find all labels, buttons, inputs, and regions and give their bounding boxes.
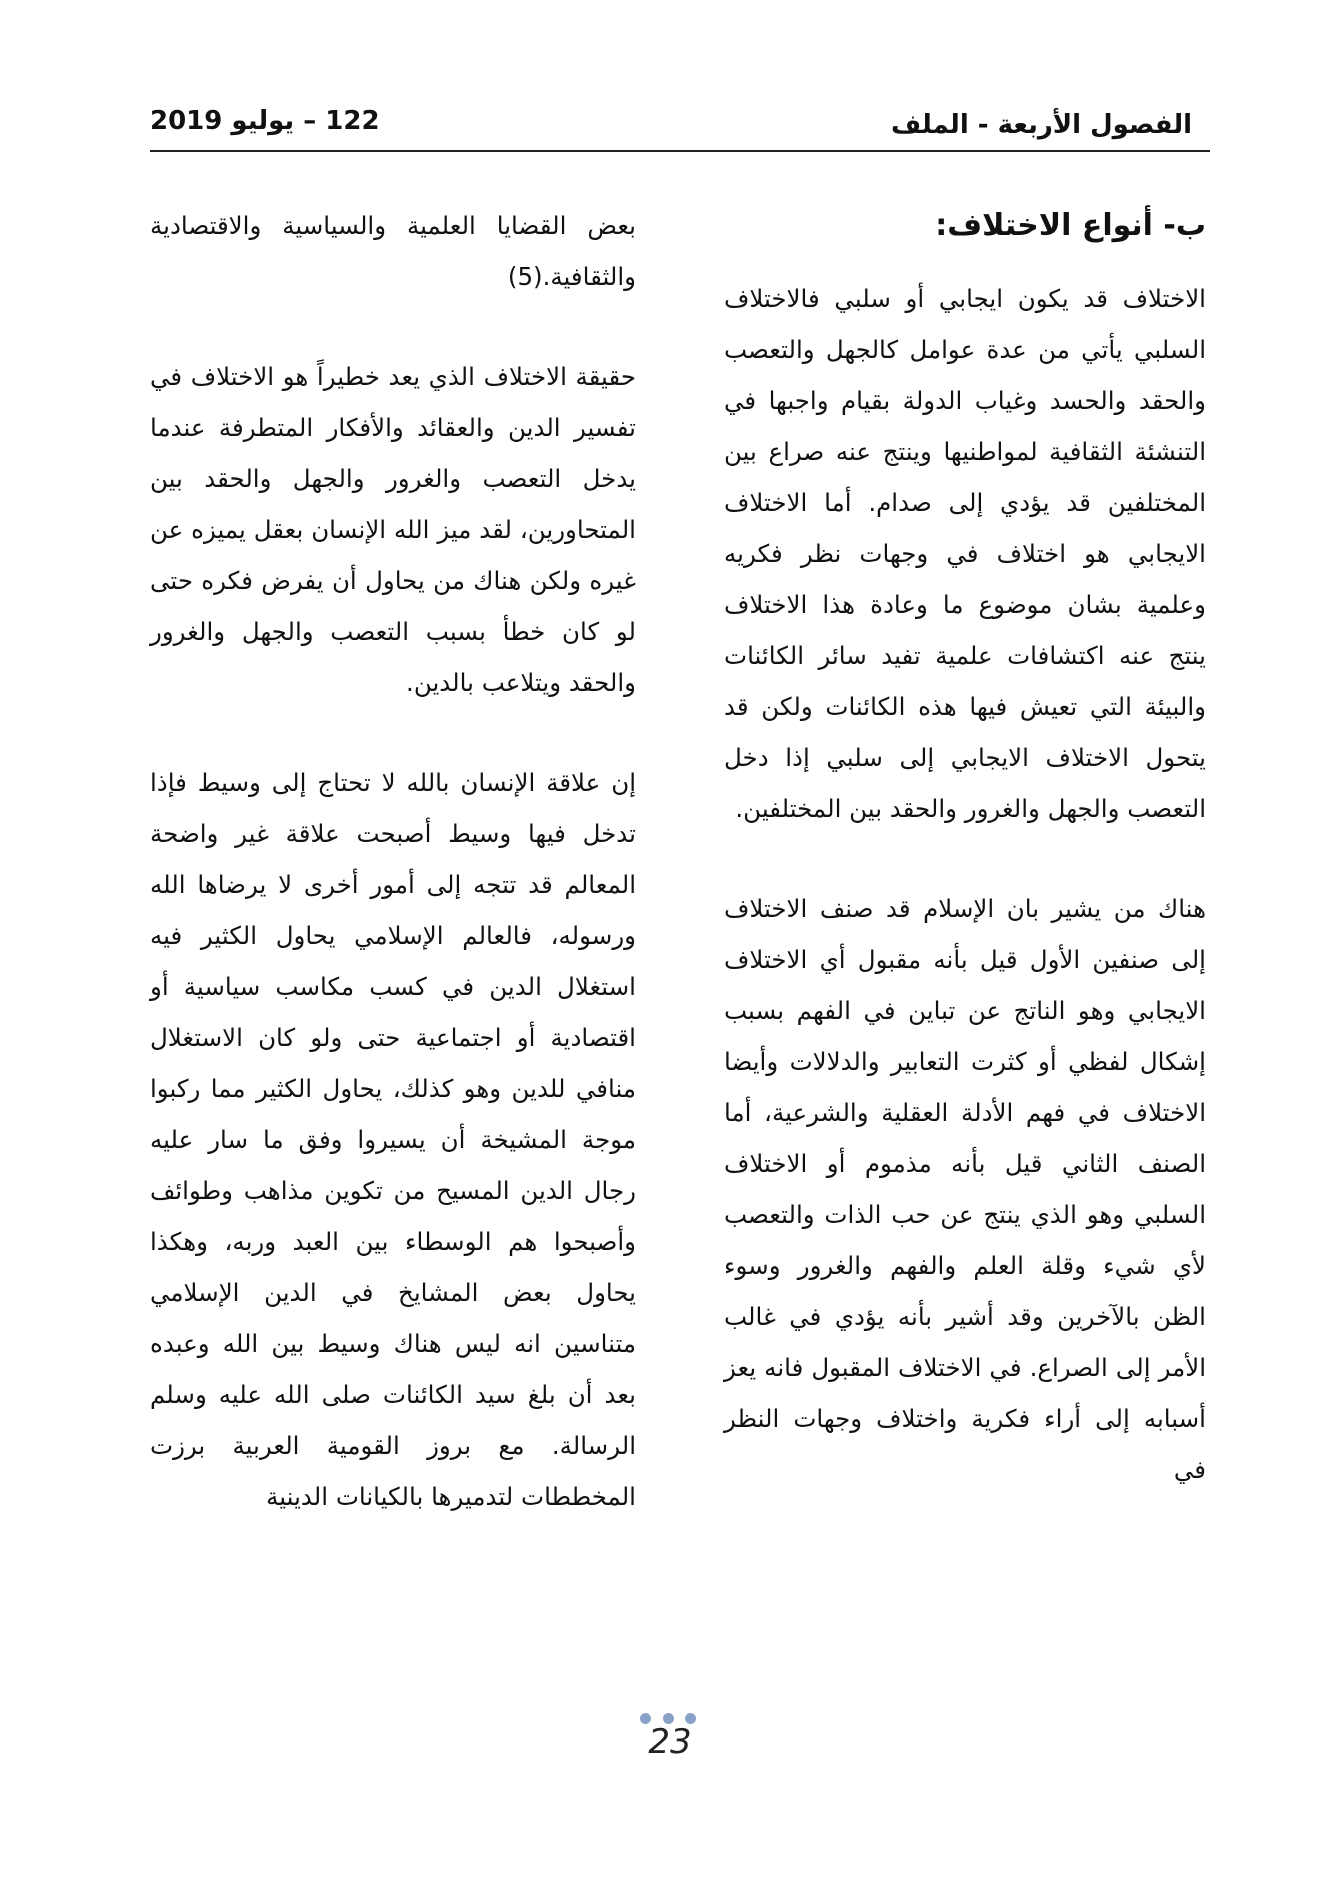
paragraph: بعض القضايا العلمية والسياسية والاقتصادية والثقافية.(5) xyxy=(150,211,636,291)
paragraph: هناك من يشير بان الإسلام قد صنف الاختلاف إلى صنفين الأول قيل بأنه مقبول أي الاختلاف الايجابي وهو الناتج عن تباين في الفهم بسبب إشكال لفظي أو كثرت التعابير والدلالات وأيضا الاختلاف في فهم الأدلة العقلية والشرعية، أما الصنف الثاني قيل بأنه مذموم أو الاختلاف السلبي وهو الذي ينتج عن حب الذات والتعصب لأي شيء وقلة العلم والفهم والغرور وسوء الظن بالآخرين وقد أشير بأنه يؤدي في غالب الأمر إلى الصراع. في الاختلاف المقبول فانه يعز أسبابه إلى أراء فكرية واختلاف وجهات النظر في xyxy=(724,894,1206,1484)
running-header xyxy=(150,102,1210,152)
issue-info: 122 – يوليو 2019 xyxy=(150,106,380,136)
journal-title: الفصول الأربعة - الملف xyxy=(891,110,1192,140)
section-heading: ب- أنواع الاختلاف: xyxy=(935,208,1206,243)
header-rule xyxy=(150,150,1210,152)
paragraph: الاختلاف قد يكون ايجابي أو سلبي فالاختلاف السلبي يأتي من عدة عوامل كالجهل والتعصب والحقد والحسد وغياب الدولة بقيام واجبها في التنشئة الثقافية لمواطنيها وينتج عنه صراع بين المختلفين قد يؤدي إلى صدام. أما الاختلاف الايجابي هو اختلاف في وجهات نظر فكريه وعلمية بشان موضوع ما وعادة هذا الاختلاف ينتج عنه اكتشافات علمية تفيد سائر الكائنات والبيئة التي تعيش فيها هذه الكائنات ولكن قد يتحول الاختلاف الايجابي إلى سلبي إذا دخل التعصب والجهل والغرور والحقد بين المختلفين. xyxy=(724,284,1206,823)
paragraph: إن علاقة الإنسان بالله لا تحتاج إلى وسيط فإذا تدخل فيها وسيط أصبحت علاقة غير واضحة المعالم قد تتجه إلى أمور أخرى لا يرضاها الله ورسوله، فالعالم الإسلامي يحاول الكثير فيه استغلال الدين في كسب مكاسب سياسية أو اقتصادية أو اجتماعية حتى ولو كان الاستغلال منافي للدين وهو كذلك، يحاول الكثير مما ركبوا موجة المشيخة أن يسيروا وفق ما سار عليه رجال الدين المسيح من تكوين مذاهب وطوائف وأصبحوا هم الوسطاء بين العبد وربه، وهكذا يحاول بعض المشايخ في الدين الإسلامي متناسين انه ليس هناك وسيط بين الله وعبده بعد أن بلغ سيد الكائنات صلى الله عليه وسلم الرسالة. مع بروز القومية العربية برزت المخططات لتدميرها بالكيانات الدينية xyxy=(150,768,636,1511)
page-number: 23 xyxy=(648,1722,692,1762)
right-column xyxy=(724,200,1206,1495)
paragraph: حقيقة الاختلاف الذي يعد خطيراً هو الاختلاف في تفسير الدين والعقائد والأفكار المتطرفة عندما يدخل التعصب والغرور والجهل والحقد بين المتحاورين، لقد ميز الله الإنسان بعقل يميزه عن غيره ولكن هناك من يحاول أن يفرض فكره حتى لو كان خطأ بسبب التعصب والجهل والغرور والحقد ويتلاعب بالدين. xyxy=(150,362,636,697)
left-column xyxy=(150,200,636,1522)
